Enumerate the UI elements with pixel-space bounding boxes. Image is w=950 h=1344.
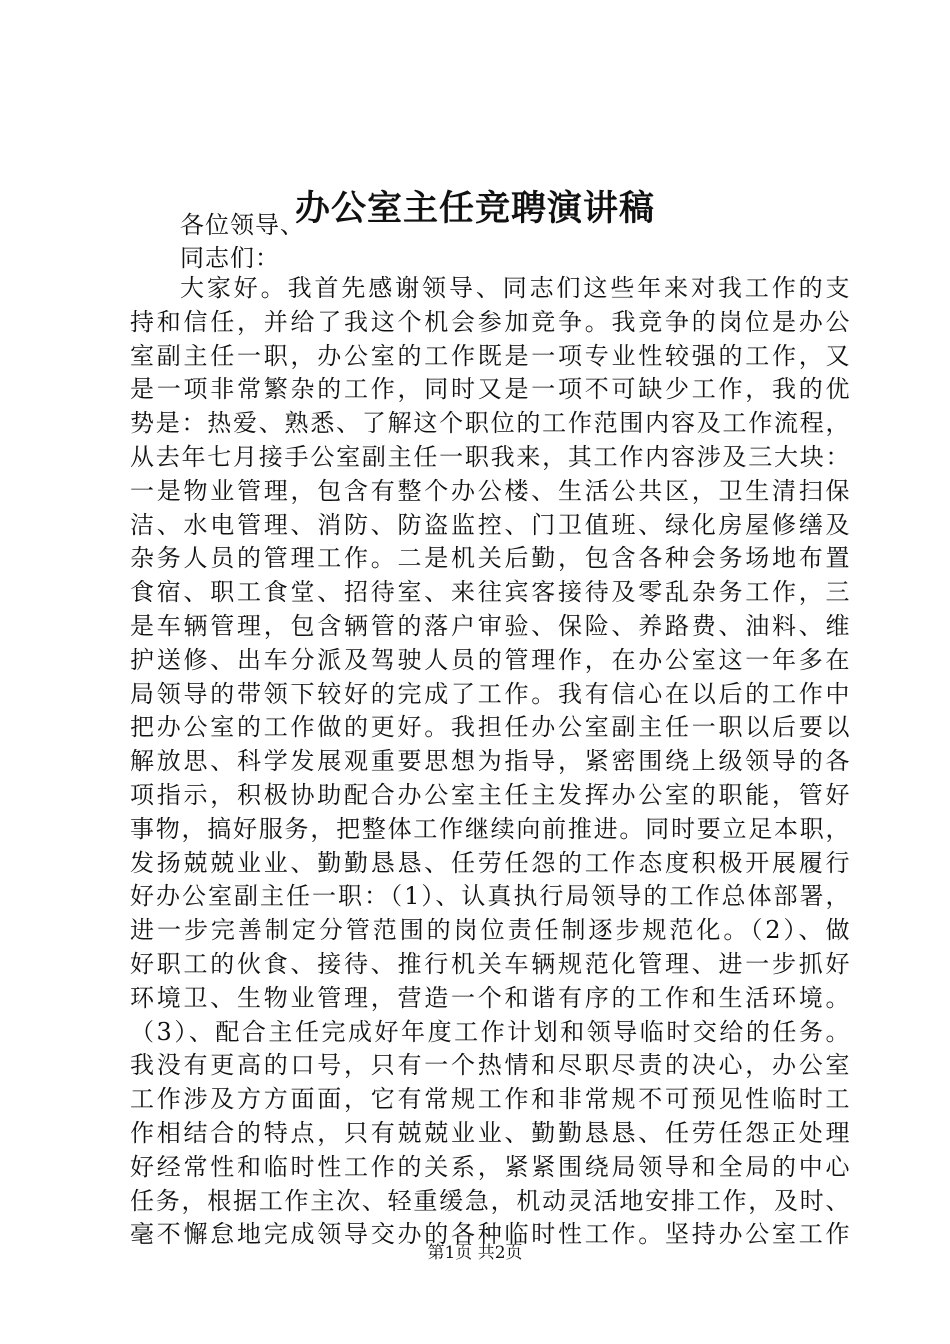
- body-line: 是车辆管理，包含辆管的落户审验、保险、养路费、油料、维: [130, 611, 850, 640]
- salutation-comrades: 同志们：: [180, 244, 280, 272]
- body-line: 工作涉及方方面面，它有常规工作和非常规不可预见性临时工: [130, 1085, 850, 1114]
- body-line: 项指示，积极协助配合办公室主任主发挥办公室的职能，管好: [130, 780, 850, 809]
- body-line: 一是物业管理，包含有整个办公楼、生活公共区，卫生清扫保: [130, 476, 850, 505]
- salutation-leaders: 各位领导、: [180, 211, 305, 239]
- speech-body: [130, 272, 850, 1252]
- body-line: 毫不懈怠地完成领导交办的各种临时性工作。坚持办公室工作: [130, 1220, 850, 1249]
- body-line: 洁、水电管理、消防、防盗监控、门卫值班、绿化房屋修缮及: [130, 510, 850, 539]
- body-line: 作相结合的特点，只有兢兢业业、勤勤恳恳、任劳任怨正处理: [130, 1118, 850, 1147]
- body-line: 好经常性和临时性工作的关系，紧紧围绕局领导和全局的中心: [130, 1152, 850, 1181]
- body-line: （3）、配合主任完成好年度工作计划和领导临时交给的任务。: [130, 1017, 850, 1046]
- body-line: 任务，根据工作主次、轻重缓急，机动灵活地安排工作，及时、: [130, 1186, 850, 1215]
- body-line: 从去年七月接手公室副主任一职我来，其工作内容涉及三大块：: [130, 442, 850, 471]
- body-line: 环境卫、生物业管理，营造一个和谐有序的工作和生活环境。: [130, 983, 850, 1012]
- body-line: 我没有更高的口号，只有一个热情和尽职尽责的决心，办公室: [130, 1051, 850, 1080]
- page-footer: 第1页 共2页: [427, 1243, 523, 1263]
- body-line: 发扬兢兢业业、勤勤恳恳、任劳任怨的工作态度积极开展履行: [130, 848, 850, 877]
- body-line: 好办公室副主任一职：（1）、认真执行局领导的工作总体部署，: [130, 882, 850, 911]
- body-line: 护送修、出车分派及驾驶人员的管理作，在办公室这一年多在: [130, 645, 850, 674]
- body-line: 是一项非常繁杂的工作，同时又是一项不可缺少工作，我的优: [130, 375, 850, 404]
- body-line: 食宿、职工食堂、招待室、来往宾客接待及零乱杂务工作，三: [130, 578, 850, 607]
- body-line: 把办公室的工作做的更好。我担任办公室副主任一职以后要以: [130, 713, 850, 742]
- body-line: 好职工的伙食、接待、推行机关车辆规范化管理、进一步抓好: [130, 949, 850, 978]
- body-line: 解放思、科学发展观重要思想为指导，紧密围绕上级领导的各: [130, 747, 850, 776]
- body-line: 局领导的带领下较好的完成了工作。我有信心在以后的工作中: [130, 679, 850, 708]
- body-line: 室副主任一职，办公室的工作既是一项专业性较强的工作，又: [130, 341, 850, 370]
- body-line: 杂务人员的管理工作。二是机关后勤，包含各种会务场地布置: [130, 544, 850, 573]
- document-title: 办公室主任竞聘演讲稿: [294, 188, 655, 229]
- body-line: 事物，搞好服务，把整体工作继续向前推进。同时要立足本职，: [130, 814, 850, 843]
- body-line: 大家好。我首先感谢领导、同志们这些年来对我工作的支: [180, 274, 850, 302]
- body-line: 进一步完善制定分管范围的岗位责任制逐步规范化。（2）、做: [130, 916, 850, 945]
- body-line: 势是：热爱、熟悉、了解这个职位的工作范围内容及工作流程，: [130, 409, 850, 438]
- body-line: 持和信任，并给了我这个机会参加竞争。我竞争的岗位是办公: [130, 307, 850, 336]
